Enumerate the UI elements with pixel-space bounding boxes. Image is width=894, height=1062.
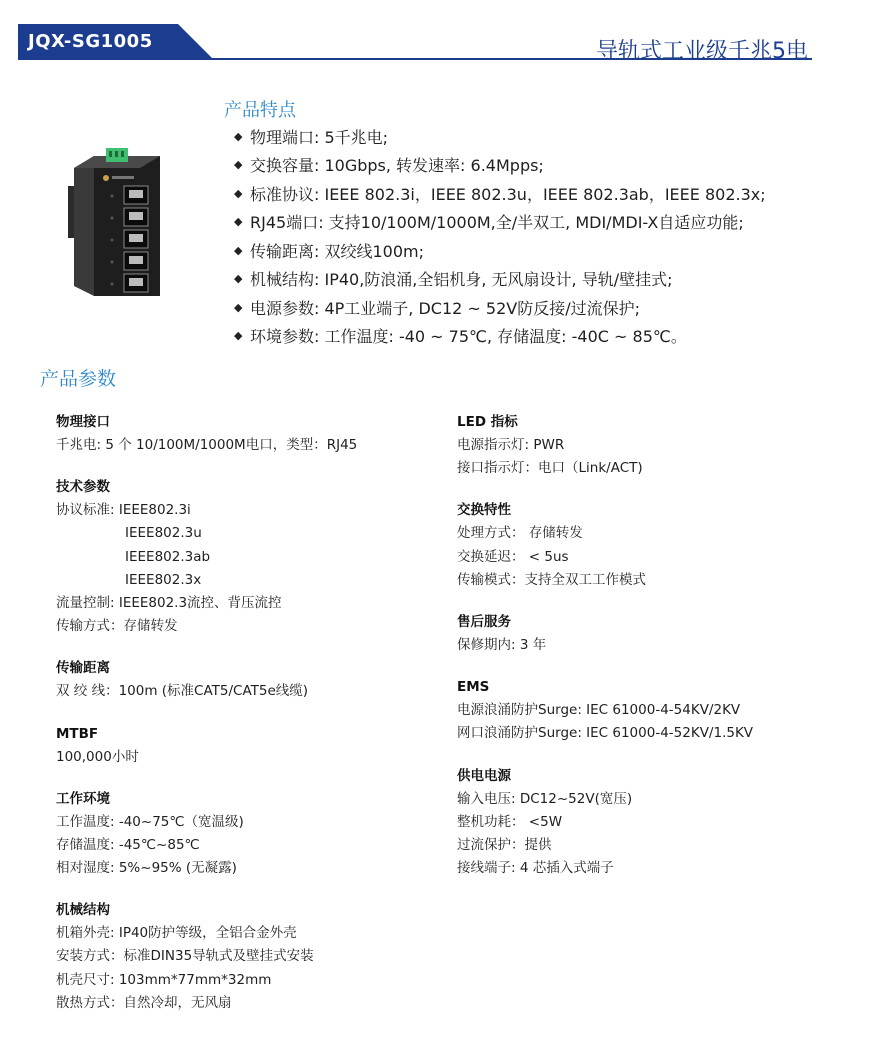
param-group-mtbf bbox=[56, 722, 456, 769]
param-row: 机壳尺寸: 103mm*77mm*32mm bbox=[56, 971, 272, 988]
param-row: 电源指示灯: PWR bbox=[457, 437, 565, 453]
param-row: 过流保护：提供 bbox=[457, 836, 552, 853]
param-group-transmission-distance bbox=[56, 656, 456, 703]
param-group-environment bbox=[56, 787, 456, 881]
features-title: 产品特点 bbox=[224, 100, 296, 121]
diamond-bullet-icon: ◆ bbox=[234, 272, 243, 286]
param-row bbox=[56, 569, 456, 592]
feature-text: 电源参数: 4P工业端子, DC12 ~ 52V防反接/过流保护; bbox=[250, 298, 640, 318]
params-right-column bbox=[457, 410, 857, 898]
param-row: 传输模式：支持全双工工作模式 bbox=[457, 571, 646, 588]
param-row: 存储温度: -45℃~85℃ bbox=[56, 836, 200, 853]
param-group-title: 交换特性 bbox=[457, 502, 511, 519]
param-row: 电源浪涌防护Surge: IEC 61000-4-54KV/2KV bbox=[457, 702, 741, 719]
param-group-physical-interface bbox=[56, 410, 456, 457]
param-row: 安装方式：标准DIN35导轨式及壁挂式安装 bbox=[56, 948, 314, 965]
feature-item bbox=[234, 322, 766, 351]
feature-item bbox=[234, 151, 766, 180]
param-group-title: MTBF bbox=[56, 725, 99, 742]
param-row: 千兆电: 5 个 10/100M/1000M电口，类型：RJ45 bbox=[56, 437, 358, 453]
page-title: 导轨式工业级千兆5电 bbox=[596, 39, 808, 64]
param-group-led bbox=[457, 410, 857, 480]
param-group-after-sales bbox=[457, 610, 857, 657]
param-row: 接线端子: 4 芯插入式端子 bbox=[457, 860, 614, 877]
params-title: 产品参数 bbox=[40, 368, 117, 390]
param-group-title: 物理接口 bbox=[56, 414, 110, 430]
param-row: 协议标准: IEEE802.3i bbox=[56, 502, 191, 519]
diamond-bullet-icon: ◆ bbox=[234, 215, 243, 229]
param-row: 输入电压: DC12~52V(宽压) bbox=[457, 790, 633, 807]
feature-item bbox=[234, 265, 766, 294]
param-group-title: 技术参数 bbox=[56, 479, 110, 496]
param-group-title: 工作环境 bbox=[56, 790, 110, 807]
param-row: 整机功耗： <5W bbox=[457, 813, 563, 830]
param-row-value: IEEE802.3u bbox=[125, 525, 202, 542]
param-row: 机箱外壳: IP40防护等级，全铝合金外壳 bbox=[56, 925, 297, 942]
feature-text: 物理端口: 5千兆电; bbox=[250, 127, 389, 147]
param-group-technical bbox=[56, 475, 456, 638]
params-left-column bbox=[56, 410, 456, 1033]
param-group-ems bbox=[457, 675, 857, 745]
param-row: 散热方式：自然冷却，无风扇 bbox=[56, 994, 232, 1011]
diamond-bullet-icon: ◆ bbox=[234, 300, 243, 314]
param-row: 相对湿度: 5%~95% (无凝露) bbox=[56, 860, 237, 877]
diamond-bullet-icon: ◆ bbox=[234, 158, 243, 172]
param-group-switching bbox=[457, 498, 857, 592]
param-group-title: 传输距离 bbox=[56, 660, 110, 677]
param-group-mechanical bbox=[56, 898, 456, 1015]
model-number: JQX-SG1005 bbox=[28, 31, 153, 52]
feature-item bbox=[234, 236, 766, 265]
param-group-title: 机械结构 bbox=[56, 902, 110, 919]
param-group-title: 供电电源 bbox=[457, 767, 511, 784]
param-group-title: EMS bbox=[457, 679, 490, 696]
param-row: 交换延迟： < 5us bbox=[457, 548, 569, 565]
features-list bbox=[234, 122, 766, 350]
param-row: 接口指示灯：电口（Link/ACT) bbox=[457, 460, 643, 477]
diamond-bullet-icon: ◆ bbox=[234, 329, 243, 343]
param-group-title: 售后服务 bbox=[457, 613, 511, 630]
param-row bbox=[56, 546, 456, 569]
feature-item bbox=[234, 293, 766, 322]
feature-text: 环境参数: 工作温度: -40 ~ 75℃, 存储温度: -40C ~ 85℃。 bbox=[250, 327, 687, 347]
param-group-power bbox=[457, 764, 857, 881]
param-row: 处理方式： 存储转发 bbox=[457, 525, 583, 542]
feature-text: 机械结构: IP40,防浪涌,全铝机身, 无风扇设计, 导轨/壁挂式; bbox=[250, 270, 673, 290]
param-row: 网口浪涌防护Surge: IEC 61000-4-52KV/1.5KV bbox=[457, 725, 754, 742]
feature-text: 传输距离: 双绞线100m; bbox=[250, 241, 424, 261]
param-row: 双 绞 线：100m (标准CAT5/CAT5e线缆) bbox=[56, 683, 309, 700]
param-row-value: IEEE802.3ab bbox=[125, 548, 211, 565]
diamond-bullet-icon: ◆ bbox=[234, 129, 243, 143]
param-row: 传输方式：存储转发 bbox=[56, 618, 178, 635]
switch-product-image bbox=[66, 146, 186, 300]
param-row-value: IEEE802.3x bbox=[125, 571, 202, 588]
param-row: 保修期内: 3 年 bbox=[457, 636, 547, 653]
feature-text: 交换容量: 10Gbps, 转发速率: 6.4Mpps; bbox=[250, 156, 544, 176]
param-group-title: LED 指标 bbox=[457, 414, 518, 430]
param-row: 流量控制: IEEE802.3流控、背压流控 bbox=[56, 594, 282, 611]
param-row: 100,000小时 bbox=[56, 748, 139, 765]
feature-item bbox=[234, 179, 766, 208]
feature-text: 标准协议: IEEE 802.3i，IEEE 802.3u，IEEE 802.3ab，IEEE 802.3x; bbox=[250, 184, 766, 204]
feature-item bbox=[234, 208, 766, 237]
feature-text: RJ45端口: 支持10/100M/1000M,全/半双工, MDI/MDI-X自适应功能; bbox=[250, 213, 744, 233]
diamond-bullet-icon: ◆ bbox=[234, 243, 243, 257]
diamond-bullet-icon: ◆ bbox=[234, 186, 243, 200]
feature-item bbox=[234, 122, 766, 151]
param-row: 工作温度: -40~75℃（宽温级) bbox=[56, 813, 244, 830]
param-row bbox=[56, 522, 456, 545]
